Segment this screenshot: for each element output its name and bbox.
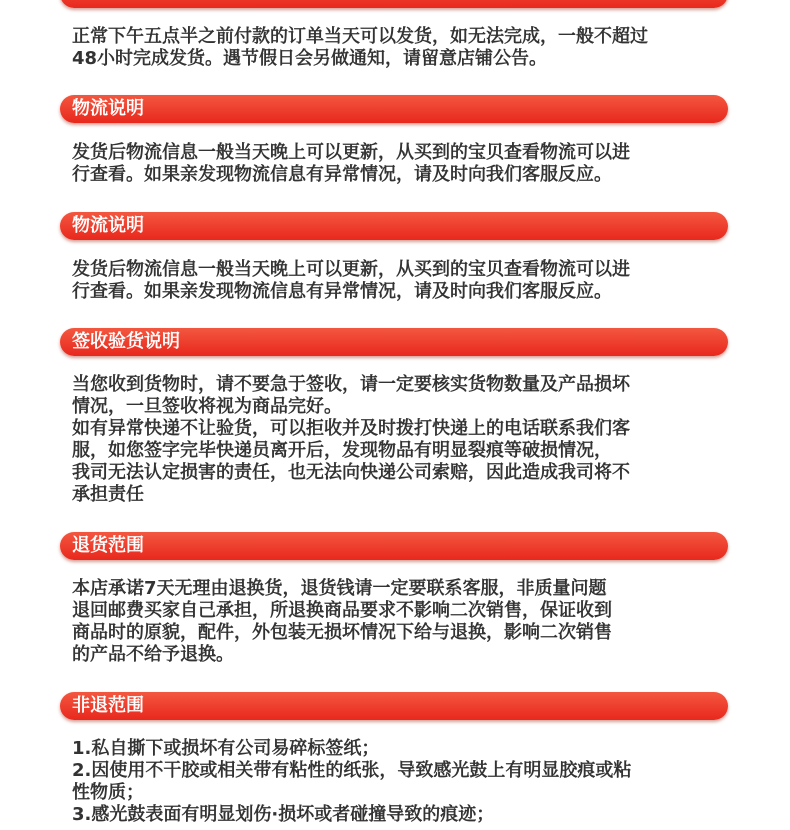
- text-line: 本店承诺7天无理由退换货，退货钱请一定要联系客服，非质量问题: [72, 578, 607, 599]
- section-title: 物流说明: [72, 98, 144, 119]
- section-header-sign-inspect: [60, 328, 728, 356]
- text-line: 2.因使用不干胶或相关带有粘性的纸张，导致感光鼓上有明显胶痕或粘: [72, 760, 632, 781]
- section-header-logistics-1: [60, 95, 728, 123]
- text-line: 性物质；: [72, 782, 144, 803]
- text-line: 当您收到货物时，请不要急于签收，请一定要核实货物数量及产品损坏: [72, 374, 630, 395]
- text-line: 我司无法认定损害的责任，也无法向快递公司索赔，因此造成我司将不: [72, 462, 630, 483]
- text-line: 3.感光鼓表面有明显划伤·损坏或者碰撞导致的痕迹；: [72, 804, 495, 825]
- section-text-logistics-1: [72, 142, 732, 186]
- section-header-return-scope: [60, 532, 728, 560]
- section-text-logistics-2: [72, 259, 732, 303]
- section-title: 物流说明: [72, 215, 144, 236]
- text-line: 情况，一旦签收将视为商品完好。: [72, 396, 342, 417]
- section-text-non-return: [72, 738, 732, 826]
- text-line: 商品时的原貌，配件，外包装无损坏情况下给与退换，影响二次销售: [72, 622, 612, 643]
- section-header-logistics-2: [60, 212, 728, 240]
- section-title: 签收验货说明: [72, 331, 180, 352]
- section-header-non-return: [60, 692, 728, 720]
- text-line: 行查看。如果亲发现物流信息有异常情况，请及时向我们客服反应。: [72, 281, 612, 302]
- text-line: 48小时完成发货。遇节假日会另做通知，请留意店铺公告。: [72, 48, 548, 69]
- section-header-bar-top-cut: [60, 0, 728, 8]
- text-line: 1.私自撕下或损坏有公司易碎标签纸；: [72, 738, 380, 759]
- text-line: 如有异常快递不让验货，可以拒收并及时拨打快递上的电话联系我们客: [72, 418, 630, 439]
- section-title: 退货范围: [72, 535, 144, 556]
- text-line: 正常下午五点半之前付款的订单当天可以发货，如无法完成，一般不超过: [72, 26, 648, 47]
- section-title: 非退范围: [72, 695, 144, 716]
- section-text-sign-inspect: [72, 374, 732, 506]
- text-line: 发货后物流信息一般当天晚上可以更新，从买到的宝贝查看物流可以进: [72, 142, 630, 163]
- text-line: 的产品不给予退换。: [72, 644, 234, 665]
- text-line: 发货后物流信息一般当天晚上可以更新，从买到的宝贝查看物流可以进: [72, 259, 630, 280]
- text-line: 服，如您签字完毕快递员离开后，发现物品有明显裂痕等破损情况，: [72, 440, 612, 461]
- text-line: 退回邮费买家自己承担，所退换商品要求不影响二次销售，保证收到: [72, 600, 612, 621]
- text-line: 行查看。如果亲发现物流信息有异常情况，请及时向我们客服反应。: [72, 164, 612, 185]
- section-text-return-scope: [72, 578, 732, 666]
- text-line: 承担责任: [72, 484, 144, 505]
- section-text-shipping-time: [72, 26, 732, 70]
